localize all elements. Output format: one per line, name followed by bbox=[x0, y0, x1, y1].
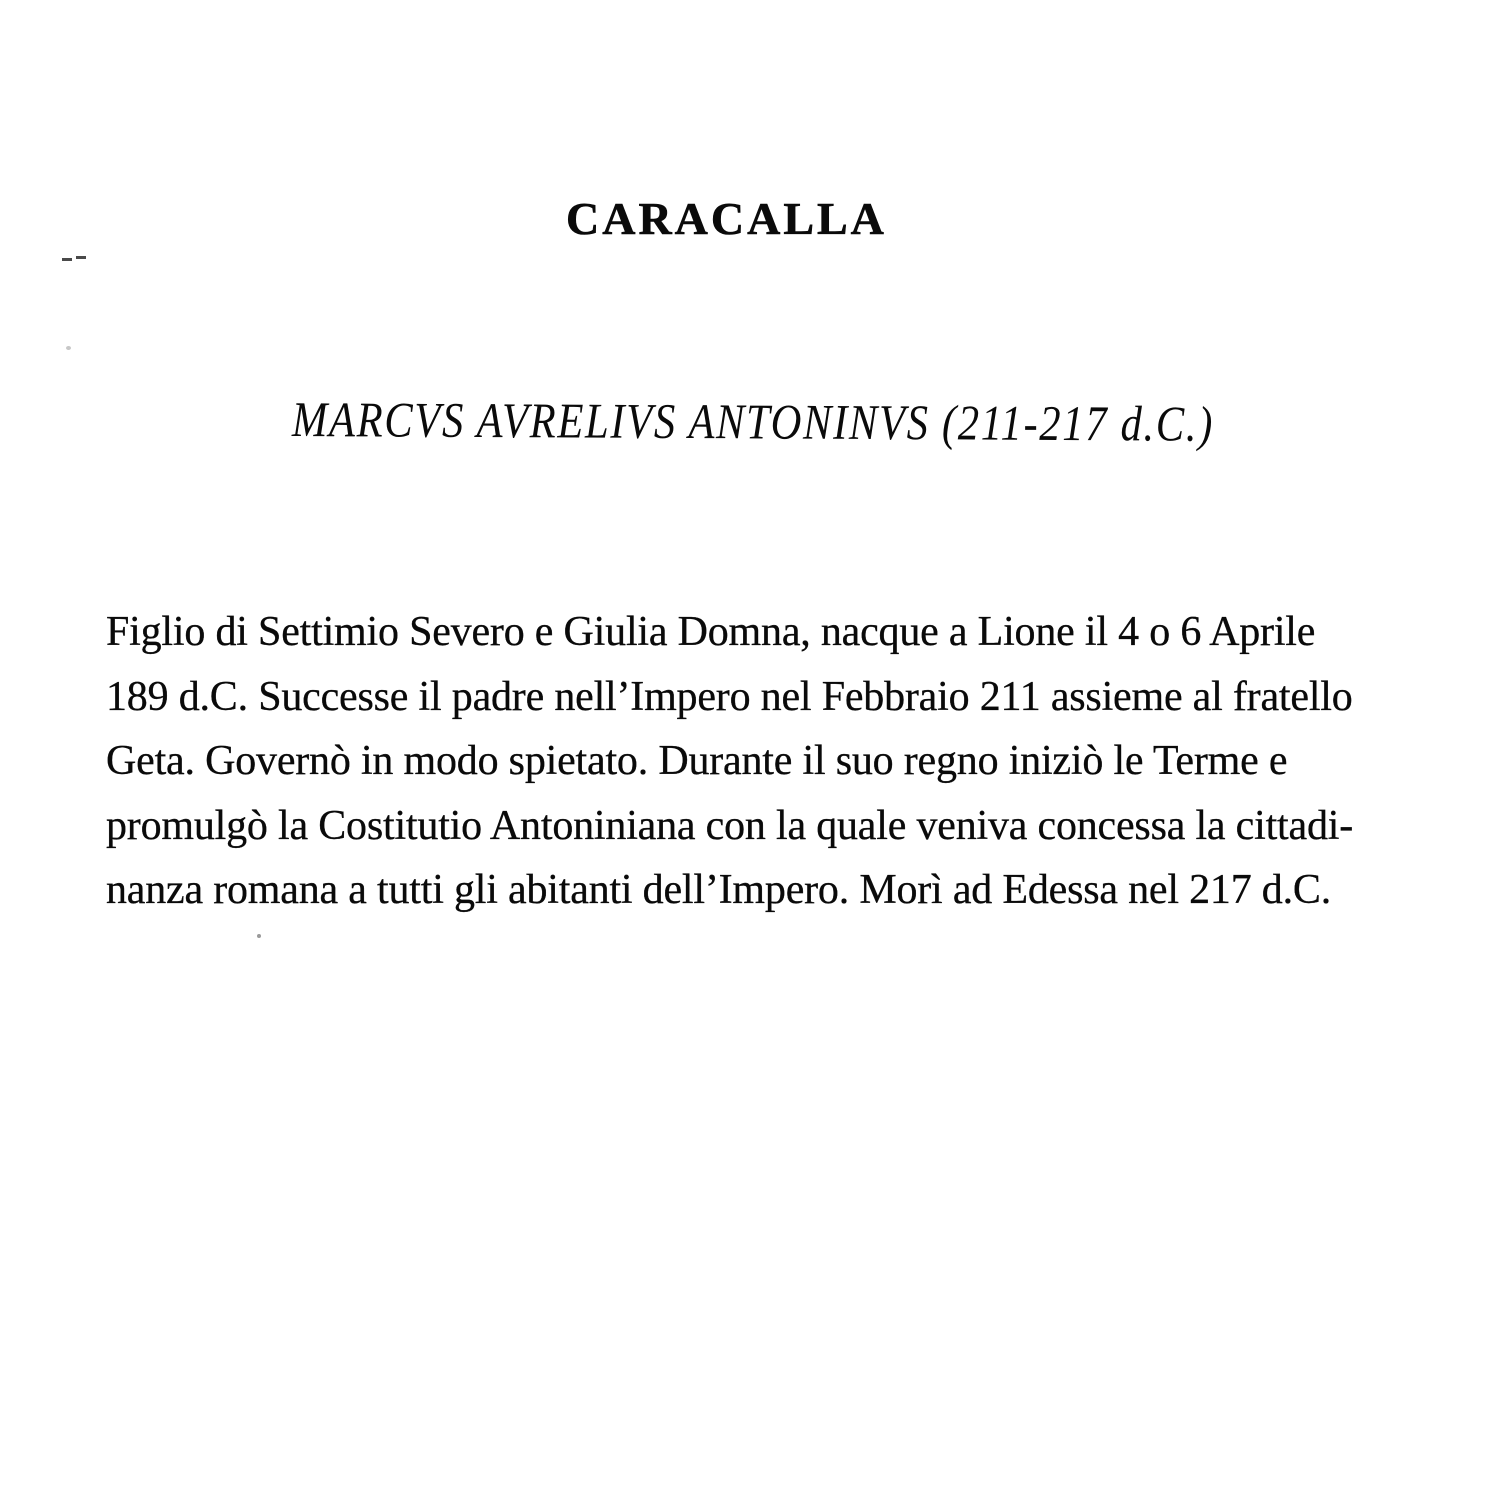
paragraph-line: Geta. Governò in modo spietato. Durante il suo regno iniziò le Terme e bbox=[106, 738, 1288, 784]
scan-artifact-speck bbox=[257, 934, 261, 938]
document-paragraph bbox=[106, 600, 1411, 923]
scan-artifact-dash bbox=[76, 256, 86, 259]
paragraph-line: promulgò la Costitutio Antoniniana con la quale veniva concessa la cittadi- bbox=[106, 802, 1354, 849]
scan-artifact-speck bbox=[66, 346, 71, 350]
document-subtitle: MARCVS AVRELIVS ANTONINVS (211-217 d.C.) bbox=[291, 391, 1215, 452]
document-title: CARACALLA bbox=[566, 193, 887, 244]
scan-artifact-dash bbox=[62, 258, 72, 261]
paragraph-line: nanza romana a tutti gli abitanti dell’Impero. Morì ad Edessa nel 217 d.C. bbox=[106, 867, 1332, 913]
paragraph-line: Figlio di Settimio Severo e Giulia Domna, nacque a Lione il 4 o 6 Aprile bbox=[106, 609, 1316, 655]
paragraph-line: 189 d.C. Successe il padre nell’Impero nel Febbraio 211 assieme al fratello bbox=[106, 673, 1353, 720]
